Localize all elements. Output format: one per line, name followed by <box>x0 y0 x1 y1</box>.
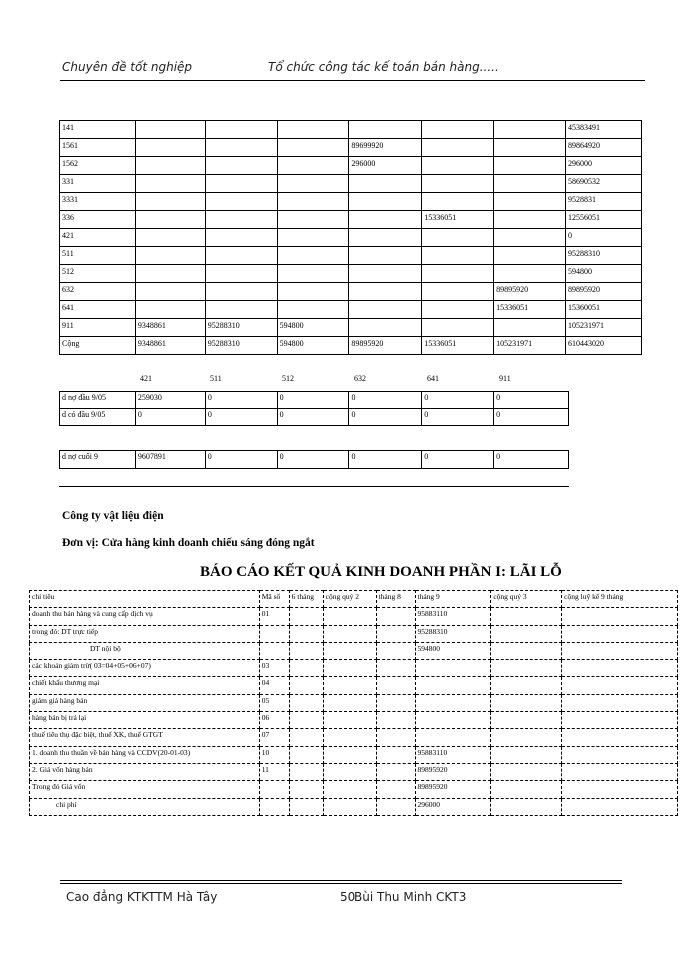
cell: 296000 <box>566 157 642 175</box>
cell <box>289 781 323 798</box>
cell: 15360051 <box>566 301 642 319</box>
cell: hàng bán bị trả lại <box>30 712 260 729</box>
cell <box>135 229 205 247</box>
column-header: tháng 8 <box>376 591 415 608</box>
cell <box>494 319 566 337</box>
table-row <box>60 211 642 229</box>
cell: 89699920 <box>349 139 422 157</box>
cell: 12556051 <box>566 211 642 229</box>
cell: Trong đó Giá vốn <box>30 781 260 798</box>
cell <box>562 694 678 711</box>
footer-rule <box>60 880 622 881</box>
cell: các khoản giảm trừ( 03=04+05+06+07) <box>30 660 260 677</box>
cell <box>205 229 277 247</box>
income-report-table <box>29 590 678 816</box>
cell <box>323 642 376 659</box>
col-label: 632 <box>354 374 366 383</box>
cell <box>289 746 323 763</box>
cell: 15336051 <box>422 337 494 355</box>
cell <box>376 694 415 711</box>
cell: 512 <box>60 265 136 283</box>
col-label: 641 <box>427 374 439 383</box>
cell: 0 <box>566 229 642 247</box>
cell <box>562 677 678 694</box>
cell <box>289 694 323 711</box>
cell <box>494 211 566 229</box>
cell <box>494 157 566 175</box>
cell <box>562 642 678 659</box>
cell <box>135 175 205 193</box>
cell <box>205 301 277 319</box>
cell <box>376 625 415 642</box>
cell: 95288310 <box>205 319 277 337</box>
cell: 01 <box>259 608 289 625</box>
cell: 1. doanh thu thuần về bán hàng và CCDV(20-01-03) <box>30 746 260 763</box>
cell <box>135 193 205 211</box>
cell <box>415 712 491 729</box>
footer-rule <box>60 883 622 884</box>
cell <box>277 265 349 283</box>
cell <box>422 319 494 337</box>
cell <box>494 265 566 283</box>
cell <box>205 121 277 139</box>
cell <box>349 265 422 283</box>
cell <box>323 694 376 711</box>
cell: 03 <box>259 660 289 677</box>
table-row <box>60 283 642 301</box>
unit-name: Đơn vị: Cửa hàng kinh doanh chiếu sáng đóng ngắt <box>62 537 315 549</box>
cell <box>349 283 422 301</box>
cell <box>562 729 678 746</box>
cell <box>494 139 566 157</box>
cell <box>135 265 205 283</box>
column-header: cộng luỹ kế 9 tháng <box>562 591 678 608</box>
cell: thuế tiêu thụ đặc biệt, thuế XK, thuế GTGT <box>30 729 260 746</box>
cell <box>562 625 678 642</box>
cell <box>205 265 277 283</box>
table-row <box>30 625 678 642</box>
cell <box>277 211 349 229</box>
cell: 0 <box>422 451 494 469</box>
cell <box>135 139 205 157</box>
table-row <box>30 781 678 798</box>
cell <box>376 712 415 729</box>
cell <box>491 660 562 677</box>
cell: 06 <box>259 712 289 729</box>
cell <box>135 247 205 265</box>
cell: 105231971 <box>566 319 642 337</box>
cell <box>323 798 376 815</box>
cell <box>562 660 678 677</box>
cell: 0 <box>349 451 422 469</box>
cell <box>349 193 422 211</box>
cell <box>491 763 562 780</box>
cell: d nợ đầu 9/05 <box>60 392 136 409</box>
cell <box>562 746 678 763</box>
cell: 9528831 <box>566 193 642 211</box>
cell <box>289 642 323 659</box>
table-row <box>60 247 642 265</box>
cell: 331 <box>60 175 136 193</box>
cell: trong đó: DT trực tiếp <box>30 625 260 642</box>
ledger-table <box>59 120 642 355</box>
cell <box>376 798 415 815</box>
cell: 0 <box>422 392 494 409</box>
cell <box>323 729 376 746</box>
cell: 594800 <box>277 319 349 337</box>
cell <box>349 301 422 319</box>
cell <box>562 781 678 798</box>
cell <box>376 677 415 694</box>
cell <box>277 247 349 265</box>
cell: 0 <box>494 392 569 409</box>
cell: 1562 <box>60 157 136 175</box>
cell: 421 <box>60 229 136 247</box>
cell <box>323 677 376 694</box>
cell <box>323 781 376 798</box>
cell <box>376 608 415 625</box>
cell <box>376 729 415 746</box>
cell <box>491 781 562 798</box>
cell <box>415 729 491 746</box>
cell: 259030 <box>135 392 205 409</box>
cell: 0 <box>494 409 569 426</box>
cell <box>277 157 349 175</box>
cell: 9348861 <box>135 337 205 355</box>
section-divider <box>59 486 569 487</box>
table-row <box>60 229 642 247</box>
cell: 10 <box>259 746 289 763</box>
cell: 641 <box>60 301 136 319</box>
cell: giảm giá hàng bán <box>30 694 260 711</box>
cell <box>349 121 422 139</box>
table-row <box>60 337 642 355</box>
cell <box>289 660 323 677</box>
cell: chiết khấu thương mại <box>30 677 260 694</box>
header-right-title: Tổ chức công tác kế toán bán hàng..... <box>268 60 499 74</box>
cell <box>277 139 349 157</box>
cell: 0 <box>205 409 277 426</box>
table-row <box>60 409 569 426</box>
cell: 89895920 <box>415 781 491 798</box>
cell <box>205 247 277 265</box>
cell: doanh thu bán hàng và cung cấp dịch vụ <box>30 608 260 625</box>
cell: 911 <box>60 319 136 337</box>
cell <box>494 193 566 211</box>
cell: 95288310 <box>205 337 277 355</box>
cell <box>289 712 323 729</box>
table-row <box>30 746 678 763</box>
column-header: Mã số <box>259 591 289 608</box>
col-label: 511 <box>210 374 222 383</box>
cell <box>422 139 494 157</box>
cell: 89895920 <box>494 283 566 301</box>
cell: 296000 <box>349 157 422 175</box>
cell <box>289 625 323 642</box>
closing-balance-table <box>59 450 569 469</box>
cell: 04 <box>259 677 289 694</box>
table-row <box>60 175 642 193</box>
cell: 95288310 <box>415 625 491 642</box>
cell <box>277 229 349 247</box>
cell: chi phí <box>30 798 260 815</box>
column-header: cộng quý 2 <box>323 591 376 608</box>
cell: 0 <box>277 392 349 409</box>
header-left-title: Chuyên đề tốt nghiệp <box>62 60 193 74</box>
page-header <box>60 58 645 81</box>
cell <box>422 121 494 139</box>
cell: 0 <box>349 409 422 426</box>
table-row <box>60 301 642 319</box>
cell: 0 <box>494 451 569 469</box>
header-row <box>30 591 678 608</box>
cell <box>259 781 289 798</box>
cell: 0 <box>349 392 422 409</box>
table-row <box>30 712 678 729</box>
table-row <box>60 121 642 139</box>
cell: 15336051 <box>494 301 566 319</box>
cell <box>259 642 289 659</box>
table-row <box>60 319 642 337</box>
cell <box>289 798 323 815</box>
cell: 0 <box>277 451 349 469</box>
cell: 0 <box>205 451 277 469</box>
cell: 632 <box>60 283 136 301</box>
cell: 594800 <box>566 265 642 283</box>
cell <box>349 229 422 247</box>
cell <box>422 157 494 175</box>
cell <box>135 157 205 175</box>
cell <box>376 763 415 780</box>
cell <box>491 608 562 625</box>
cell <box>491 694 562 711</box>
cell <box>289 608 323 625</box>
cell <box>422 175 494 193</box>
cell <box>205 139 277 157</box>
column-header: cộng quý 3 <box>491 591 562 608</box>
cell <box>277 121 349 139</box>
cell <box>135 211 205 229</box>
column-header: tháng 9 <box>415 591 491 608</box>
cell <box>323 660 376 677</box>
cell: 336 <box>60 211 136 229</box>
cell <box>415 677 491 694</box>
cell <box>422 301 494 319</box>
report-title: BÁO CÁO KẾT QUẢ KINH DOANH PHẦN I: LÃI LỖ <box>200 564 562 580</box>
cell <box>259 625 289 642</box>
cell: 0 <box>277 409 349 426</box>
table-row <box>30 660 678 677</box>
cell: 45383491 <box>566 121 642 139</box>
cell <box>491 746 562 763</box>
cell: 95288310 <box>566 247 642 265</box>
cell: 9348861 <box>135 319 205 337</box>
cell <box>323 625 376 642</box>
footer-author: Bùi Thu Minh CKT3 <box>354 890 467 904</box>
table-row <box>30 729 678 746</box>
cell <box>422 247 494 265</box>
cell <box>376 746 415 763</box>
cell <box>135 301 205 319</box>
cell <box>205 175 277 193</box>
column-header: chỉ tiêu <box>30 591 260 608</box>
cell <box>135 121 205 139</box>
cell: 89895920 <box>566 283 642 301</box>
table-row <box>60 451 569 469</box>
cell <box>376 781 415 798</box>
table-row <box>60 265 642 283</box>
table-row <box>30 642 678 659</box>
cell <box>491 625 562 642</box>
cell <box>289 677 323 694</box>
table-row <box>30 798 678 815</box>
cell: 105231971 <box>494 337 566 355</box>
cell: 594800 <box>277 337 349 355</box>
cell <box>277 283 349 301</box>
cell: d có đầu 9/05 <box>60 409 136 426</box>
cell: 11 <box>259 763 289 780</box>
cell <box>323 746 376 763</box>
cell <box>491 642 562 659</box>
cell <box>323 763 376 780</box>
cell <box>259 798 289 815</box>
cell <box>562 712 678 729</box>
cell <box>562 763 678 780</box>
cell: 58690532 <box>566 175 642 193</box>
cell <box>422 265 494 283</box>
table-row <box>60 157 642 175</box>
cell: 594800 <box>415 642 491 659</box>
opening-balance-table <box>59 391 569 426</box>
cell <box>422 229 494 247</box>
cell: 9607891 <box>135 451 205 469</box>
cell: 07 <box>259 729 289 746</box>
table-row <box>30 608 678 625</box>
table-row <box>60 139 642 157</box>
cell <box>415 694 491 711</box>
cell <box>491 729 562 746</box>
cell <box>415 660 491 677</box>
col-label: 421 <box>140 374 152 383</box>
cell: 1561 <box>60 139 136 157</box>
cell <box>491 677 562 694</box>
cell <box>422 283 494 301</box>
cell <box>349 247 422 265</box>
company-name: Công ty vật liệu điện <box>62 510 164 522</box>
cell <box>323 608 376 625</box>
cell <box>277 301 349 319</box>
column-header: 6 tháng <box>289 591 323 608</box>
cell <box>289 763 323 780</box>
table-row <box>60 392 569 409</box>
cell: 05 <box>259 694 289 711</box>
cell <box>562 608 678 625</box>
cell: 0 <box>205 392 277 409</box>
cell: 3331 <box>60 193 136 211</box>
table-row <box>30 677 678 694</box>
cell <box>289 729 323 746</box>
cell: 296000 <box>415 798 491 815</box>
cell <box>135 283 205 301</box>
cell <box>494 229 566 247</box>
cell: 610443020 <box>566 337 642 355</box>
cell <box>491 798 562 815</box>
cell <box>349 175 422 193</box>
cell <box>494 121 566 139</box>
cell <box>491 712 562 729</box>
col-label: 911 <box>499 374 511 383</box>
cell: 89895920 <box>415 763 491 780</box>
cell: 95883110 <box>415 608 491 625</box>
cell <box>349 211 422 229</box>
cell <box>349 319 422 337</box>
cell <box>562 798 678 815</box>
page-number: 50 <box>340 890 356 904</box>
cell <box>277 193 349 211</box>
cell: Cộng <box>60 337 136 355</box>
cell <box>494 175 566 193</box>
cell <box>376 660 415 677</box>
cell <box>422 193 494 211</box>
cell <box>277 175 349 193</box>
footer-school: Cao đẳng KTKTTM Hà Tây <box>66 890 218 904</box>
cell <box>205 193 277 211</box>
cell: 89895920 <box>349 337 422 355</box>
cell <box>494 247 566 265</box>
col-label: 512 <box>282 374 294 383</box>
cell <box>376 642 415 659</box>
cell <box>205 211 277 229</box>
cell <box>205 283 277 301</box>
cell: 15336051 <box>422 211 494 229</box>
cell: 95883110 <box>415 746 491 763</box>
cell <box>323 712 376 729</box>
cell: 511 <box>60 247 136 265</box>
cell: 0 <box>135 409 205 426</box>
cell: 141 <box>60 121 136 139</box>
cell: d nợ cuối 9 <box>60 451 136 469</box>
cell: 0 <box>422 409 494 426</box>
cell <box>205 157 277 175</box>
table-row <box>30 694 678 711</box>
table-row <box>30 763 678 780</box>
cell: 89864920 <box>566 139 642 157</box>
cell: 2. Giá vốn hàng bán <box>30 763 260 780</box>
table-row <box>60 193 642 211</box>
cell: DT nội bộ <box>30 642 260 659</box>
